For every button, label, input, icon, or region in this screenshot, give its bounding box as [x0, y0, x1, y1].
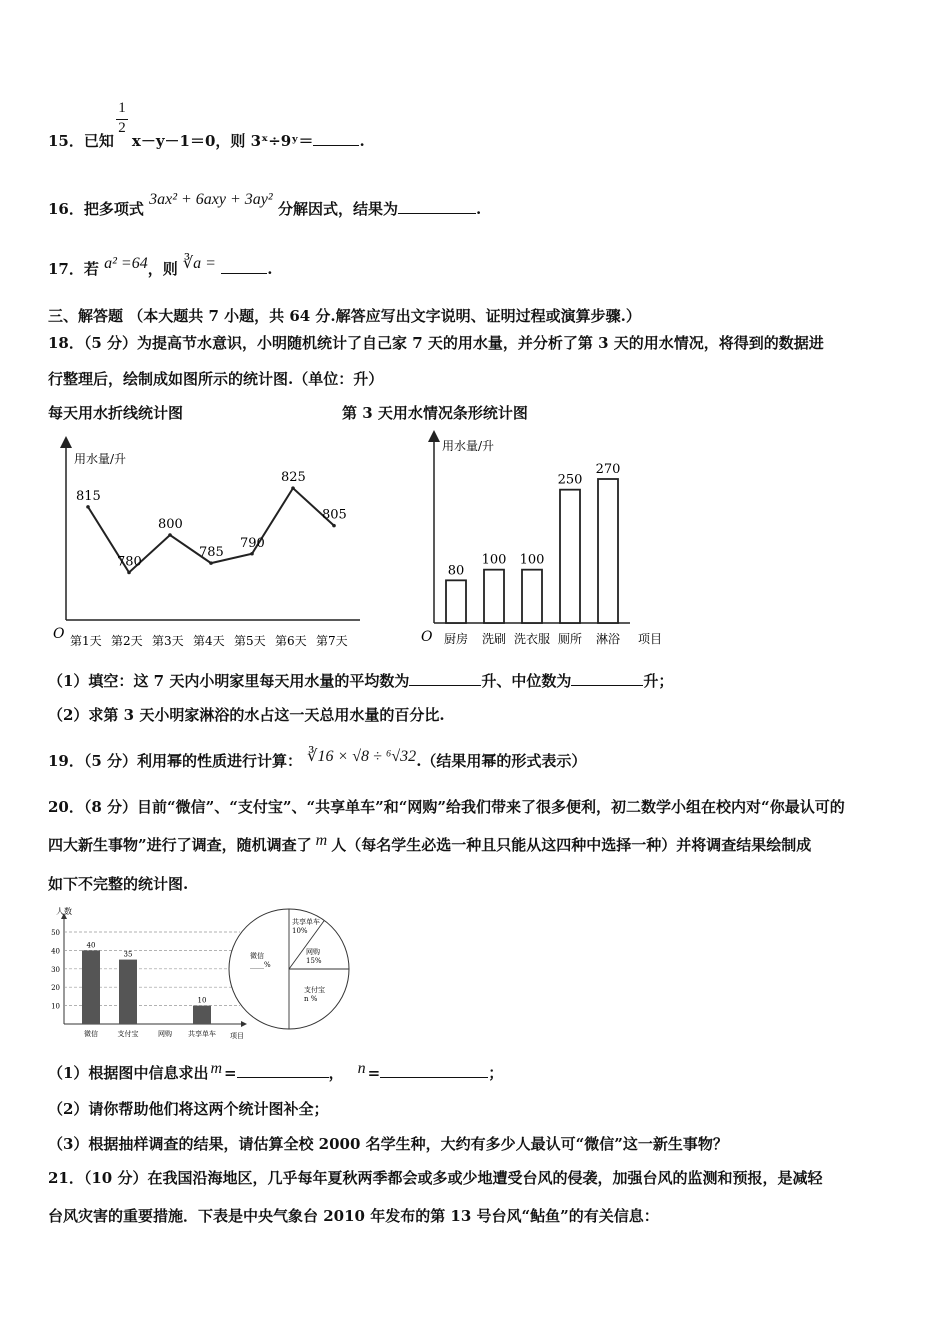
chart2-title: 第 3 天用水情况条形统计图: [342, 404, 528, 422]
x-axis-label: 项目: [638, 632, 663, 646]
question-20-line-3: 如下不完整的统计图.: [48, 875, 189, 893]
q16-period: .: [475, 200, 482, 218]
x-tick-label: 第4天: [193, 634, 225, 648]
line-value-label: 825: [281, 470, 306, 486]
day3-water-bar-chart: [420, 430, 680, 655]
y-axis-label: 用水量/升: [442, 439, 495, 453]
line-value-label: 780: [117, 554, 142, 570]
q20-line2-text-a: 四大新生事物”进行了调查，随机调查了: [48, 836, 312, 854]
q20-sub1: [48, 1062, 503, 1083]
line-value-label: 785: [199, 545, 224, 561]
bar: [119, 960, 137, 1024]
question-19: [48, 750, 586, 771]
q19-expression: ∛16 × √8 ÷ ⁶√32: [307, 748, 417, 765]
q20-sub2: （2）请你帮助他们将这两个统计图补全；: [48, 1100, 329, 1118]
bar: [82, 950, 100, 1024]
x-tick-label: 第5天: [234, 634, 266, 648]
fraction-numerator: 1: [118, 100, 126, 116]
x-tick-label: 厕所: [557, 632, 583, 646]
bar: [484, 570, 504, 623]
q16-text: 分解因式，结果为: [277, 200, 398, 218]
bar-value-label: 80: [447, 563, 465, 579]
q20-sub1-n: n: [357, 1060, 366, 1077]
x-tick-label: 淋浴: [595, 632, 621, 646]
q17-period: .: [267, 260, 273, 278]
pie-slice-label: 网购: [306, 948, 320, 956]
q18-sub1: [48, 670, 673, 691]
q15-number: 15．已知: [48, 132, 114, 150]
chart1-title: 每天用水折线统计图: [48, 404, 184, 422]
bar-value-label: 35: [123, 950, 133, 959]
x-tick-label: 第3天: [152, 634, 184, 648]
x-tick-label: 微信: [84, 1030, 98, 1038]
question-18-line-1: 18．（5 分）为提高节水意识，小明随机统计了自己家 7 天的用水量，并分析了第 3 天的用水情况，将得到的数据进: [48, 334, 824, 352]
y-tick-label: 50: [51, 929, 60, 937]
x-tick-label: 第6天: [275, 634, 307, 648]
q19-tail: .（结果用幂的形式表示）: [416, 752, 587, 770]
q18-sub1-text-b: 升、中位数为: [481, 672, 572, 690]
question-20-line-2: [48, 834, 811, 855]
bar-value-label: 270: [595, 462, 621, 477]
bar-value-label: 100: [481, 552, 507, 568]
line-point: [250, 552, 254, 556]
q20-sub1-text: （1）根据图中信息求出: [48, 1064, 209, 1082]
line-point: [291, 486, 295, 490]
daily-water-line-chart: [48, 430, 368, 655]
q20-sub3: （3）根据抽样调查的结果，请估算全校 2000 名学生种，大约有多少人最认可“微信”这一新生事物？: [48, 1135, 728, 1153]
q20-sub1-eq-n: =: [367, 1064, 381, 1082]
q18-median-blank[interactable]: [571, 671, 643, 686]
bar-value-label: 10: [197, 996, 207, 1005]
pie-slice-value: ____%: [250, 961, 271, 969]
q17-answer-blank[interactable]: [221, 259, 267, 274]
x-tick-label: 洗刷: [481, 632, 507, 646]
pie-slice-label: 支付宝: [304, 986, 325, 994]
line-value-label: 800: [158, 517, 183, 532]
q16-number: 16．把多项式: [48, 200, 144, 218]
x-tick-label: 洗衣服: [513, 632, 551, 646]
q19-number: 19．（5 分）利用幂的性质进行计算：: [48, 752, 303, 770]
x-tick-label: 第2天: [111, 634, 143, 648]
x-tick-label: 支付宝: [117, 1030, 139, 1038]
question-16: [48, 191, 482, 219]
x-axis-label: 项目: [230, 1032, 244, 1040]
question-18-line-2: 行整理后，绘制成如图所示的统计图.（单位：升）: [48, 370, 384, 388]
q17-condition: a² =64: [104, 255, 148, 272]
fraction-denominator: 2: [118, 120, 126, 136]
bar: [446, 580, 466, 623]
line-value-label: 815: [76, 488, 101, 504]
pie-slice-value: n %: [304, 995, 318, 1003]
bar: [193, 1006, 211, 1024]
line-point: [127, 571, 131, 575]
question-21-line-2: 台风灾害的重要措施．下表是中央气象台 2010 年发布的第 13 号台风“鲇鱼”的有关信息：: [48, 1207, 659, 1225]
q20-sub1-end: ；: [488, 1064, 504, 1082]
y-axis-label: 人数: [56, 907, 72, 916]
pie-slice-label: 微信: [250, 952, 264, 960]
q18-sub1-text-a: （1）填空：这 7 天内小明家里每天用水量的平均数为: [48, 672, 410, 690]
survey-pie-chart: [224, 904, 354, 1034]
question-21-line-1: 21．（10 分）在我国沿海地区，几乎每年夏秋两季都会或多或少地遭受台风的侵袭，加强台风的监测和预报，是减轻: [48, 1169, 823, 1187]
bar-value-label: 100: [519, 552, 545, 568]
section-3-header: 三、解答题 （本大题共 7 小题，共 64 分.解答应写出文字说明、证明过程或演算步骤.）: [48, 307, 641, 325]
question-15: [48, 130, 365, 151]
q20-n-blank[interactable]: [380, 1063, 488, 1078]
q20-m-var: m: [315, 832, 328, 849]
question-20-line-1: 20．（8 分）目前“微信”、“支付宝”、“共享单车”和“网购”给我们带来了很多便利，初二数学小组在校内对“你最认可的: [48, 798, 845, 816]
q20-line2-text-b: 人（每名学生必选一种且只能从这四种中选择一种）并将调查结果绘制成: [331, 836, 812, 854]
pie-slice-label: 共享单车: [292, 918, 320, 926]
q16-answer-blank[interactable]: [398, 199, 476, 214]
survey-bar-chart: [44, 902, 254, 1042]
bar-value-label: 40: [86, 941, 96, 950]
q15-expression: x－y－1＝0，则 3ˣ÷9ʸ＝: [131, 132, 314, 150]
q20-sub1-eq-m: =: [224, 1064, 237, 1082]
q20-sub1-m: m: [210, 1060, 223, 1077]
y-tick-label: 10: [51, 1002, 60, 1011]
x-tick-label: 第7天: [316, 634, 348, 648]
line-value-label: 790: [240, 535, 265, 551]
bar-value-label: 250: [557, 472, 583, 488]
bar: [598, 479, 618, 623]
y-axis-label: 用水量/升: [74, 452, 127, 466]
q17-cube-root: ∛a =: [182, 255, 216, 272]
y-tick-label: 40: [51, 947, 60, 956]
x-tick-label: 网购: [158, 1030, 172, 1038]
y-tick-label: 20: [51, 984, 60, 993]
q20-m-blank[interactable]: [237, 1063, 329, 1078]
x-tick-label: 厨房: [443, 632, 469, 646]
q17-number: 17．若: [48, 260, 99, 278]
pie-slice-value: 10%: [292, 927, 308, 935]
q20-sub1-sep: ，: [328, 1064, 344, 1082]
origin-label: O: [421, 629, 433, 645]
q15-answer-blank[interactable]: [313, 131, 359, 146]
pie-slice-value: 15%: [306, 957, 322, 965]
line-point: [168, 533, 172, 537]
y-tick-label: 30: [51, 965, 60, 974]
bar: [522, 570, 542, 623]
origin-label: O: [53, 626, 65, 642]
x-tick-label: 共享单车: [188, 1030, 216, 1038]
q18-sub1-text-c: 升；: [643, 672, 674, 690]
line-point: [332, 524, 336, 528]
x-tick-label: 第1天: [70, 634, 102, 648]
bar: [560, 490, 580, 623]
line-point: [209, 561, 213, 565]
question-17: [48, 255, 273, 279]
q17-text: ，则: [147, 260, 178, 278]
q15-period: .: [359, 132, 365, 150]
line-value-label: 805: [322, 507, 347, 523]
q18-average-blank[interactable]: [409, 671, 481, 686]
q18-sub2: （2）求第 3 天小明家淋浴的水占这一天总用水量的百分比.: [48, 706, 445, 724]
line-point: [86, 505, 90, 509]
q16-polynomial: 3ax² + 6axy + 3ay²: [149, 191, 273, 208]
